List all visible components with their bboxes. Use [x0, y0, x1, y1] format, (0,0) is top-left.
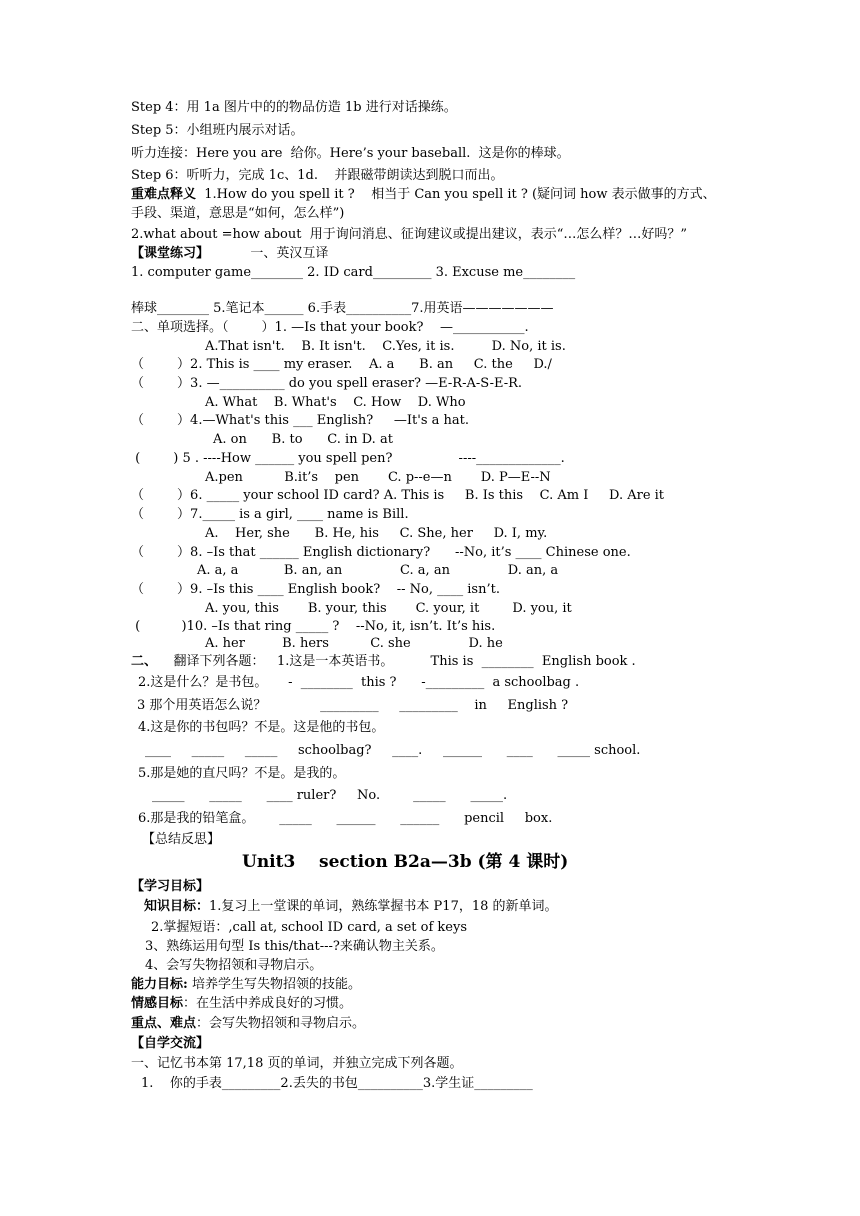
text-line-16: （ ）4.—What's this ___ English? —It's a hat.: [131, 413, 470, 428]
text-line-30: 2.这是什么？是书包。 - ________ this ? -_________ a schoolbag .: [138, 675, 580, 690]
text-line-11: 二、单项选择。（ ）1. —Is that your book? —___________.: [131, 320, 529, 335]
text-run: 翻译下列各题： 1.这是一本英语书。 This is ________ English book .: [157, 654, 636, 669]
text-line-26: A. you, this B. your, this C. your, it D. you, it: [205, 601, 572, 616]
text-line-39: 【学习目标】: [131, 879, 210, 894]
text-line-13: （ ）2. This is ____ my eraser. A. a B. an C. the D./: [131, 357, 552, 372]
text-line-23: （ ）8. –Is that ______ English dictionary? --No, it’s ____ Chinese one.: [131, 545, 631, 560]
text-line-19: A.pen B.it’s pen C. p--e—n D. P—E--N: [205, 470, 551, 485]
text-line-3: 听力连接：Here you are 给你。Here’s your baseball. 这是你的棒球。: [131, 146, 570, 161]
text-line-4: Step 6：听听力，完成 1c、1d. 并跟磁带朗读达到脱口而出。: [131, 168, 504, 183]
text-line-21: （ ）7._____ is a girl, ____ name is Bill.: [131, 507, 409, 522]
text-line-37: 【总结反思】: [142, 832, 221, 847]
text-run: 1.复习上一堂课的单词，熟练掌握书本 P17，18 的新单词。: [209, 899, 558, 914]
text-line-38: Unit3 section B2a—3b (第 4 课时): [242, 852, 569, 872]
text-line-28: A. her B. hers C. she D. he: [205, 636, 503, 651]
text-line-22: A. Her, she B. He, his C. She, her D. I, my.: [205, 526, 548, 541]
text-line-17: A. on B. to C. in D. at: [213, 432, 393, 447]
text-line-49: 1. 你的手表_________2.丢失的书包__________3.学生证_________: [141, 1076, 533, 1091]
text-line-8: [131, 245, 328, 262]
text-run: 【课堂练习】: [131, 246, 210, 261]
text-run: 能力目标:: [131, 977, 188, 992]
text-line-31: 3 那个用英语怎么说？ _________ _________ in English ?: [137, 698, 569, 713]
text-run: 一、英汉互译: [209, 246, 329, 261]
text-run: 二、: [131, 654, 158, 669]
text-run: ：在生活中养成良好的习惯。: [183, 996, 353, 1011]
text-line-7: 2.what about =how about 用于询问消息、征询建议或提出建议，表示“…怎么样？…好吗？”: [131, 227, 688, 242]
text-line-6: 手段、渠道，意思是“如何，怎么样”): [131, 206, 345, 221]
text-run: 重难点释义: [131, 187, 197, 202]
text-line-46: [131, 1015, 365, 1032]
text-line-15: A. What B. What's C. How D. Who: [205, 395, 466, 410]
text-line-24: A. a, a B. an, an C. a, an D. an, a: [197, 563, 559, 578]
text-run: 重点、难点: [131, 1016, 197, 1031]
text-line-2: Step 5：小组班内展示对话。: [131, 123, 304, 138]
text-line-33: ____ _____ _____ schoolbag? ____. ______ ____ _____ school.: [145, 743, 641, 758]
text-line-42: 3、熟练运用句型 Is this/that---?来确认物主关系。: [145, 939, 444, 954]
text-line-45: [131, 995, 352, 1012]
text-line-25: （ ）9. –Is this ____ English book? -- No, ____ isn’t.: [131, 582, 500, 597]
text-line-32: 4.这是你的书包吗？不是。这是他的书包。: [138, 720, 385, 735]
text-line-40: [144, 898, 558, 915]
text-run: ：会写失物招领和寻物启示。: [196, 1016, 366, 1031]
text-line-20: （ ）6. _____ your school ID card? A. This is B. Is this C. Am I D. Are it: [131, 488, 665, 503]
text-line-44: [131, 976, 361, 993]
text-line-14: （ ）3. —__________ do you spell eraser? —E-R-A-S-E-R.: [131, 376, 523, 391]
text-line-10: 棒球________ 5.笔记本______ 6.手表__________7.用英语———————: [131, 301, 554, 316]
text-line-36: 6.那是我的铅笔盒。 _____ ______ ______ pencil box.: [138, 811, 553, 826]
text-line-1: Step 4：用 1a 图片中的的物品仿造 1b 进行对话操练。: [131, 100, 457, 115]
text-line-18: ( ) 5 . ----How ______ you spell pen? ----_____________.: [131, 451, 565, 466]
text-line-34: 5.那是她的直尺吗？不是。是我的。: [138, 766, 346, 781]
text-run: 培养学生写失物招领的技能。: [187, 977, 361, 992]
text-line-35: _____ _____ ____ ruler? No. _____ _____.: [152, 788, 508, 803]
text-line-27: ( )10. –Is that ring _____ ? --No, it, isn’t. It’s his.: [131, 619, 496, 634]
text-line-43: 4、会写失物招领和寻物启示。: [145, 958, 323, 973]
text-line-9: 1. computer game________ 2. ID card_________ 3. Excuse me________: [131, 265, 576, 280]
text-run: 1.How do you spell it ? 相当于 Can you spell it ? (疑问词 how 表示做事的方式、: [196, 187, 716, 202]
text-line-12: A.That isn't. B. It isn't. C.Yes, it is. D. No, it is.: [205, 339, 566, 354]
text-run: 知识目标：: [144, 899, 210, 914]
text-line-5: [131, 186, 716, 203]
text-line-47: 【自学交流】: [131, 1036, 210, 1051]
text-line-41: 2.掌握短语：,call at, school ID card, a set of keys: [151, 920, 468, 935]
text-line-29: [131, 653, 636, 670]
text-run: 情感目标: [131, 996, 184, 1011]
text-line-48: 一、记忆书本第 17,18 页的单词，并独立完成下列各题。: [131, 1056, 463, 1071]
